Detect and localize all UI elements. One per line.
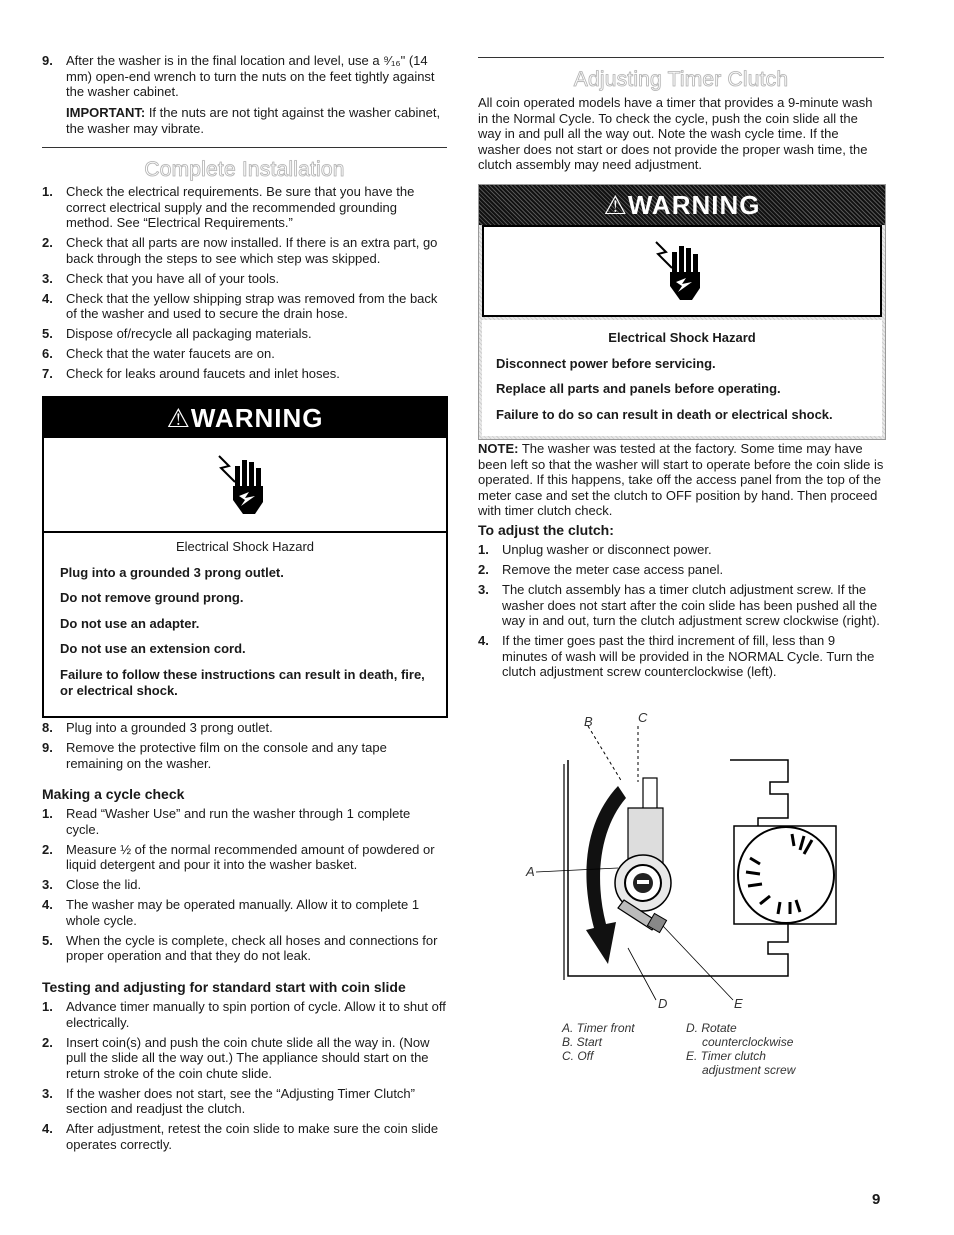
- hazard-title: Electrical Shock Hazard: [608, 330, 756, 345]
- diagram-label-a: A: [526, 864, 535, 879]
- electric-shock-hand-icon: [215, 452, 275, 518]
- warning-text: [482, 320, 882, 436]
- diagram-label-b: B: [584, 714, 593, 729]
- complete-installation-steps: [42, 184, 447, 386]
- list-item: 3. The clutch assembly has a timer clutch adjustment screw. If the washer does not start after the coin slide has been pushed all the way in and out, turn the clutch adjustment screw clockwise (right).: [478, 581, 880, 629]
- warning-lines: [60, 565, 430, 699]
- list-item: 9. Remove the protective film on the console and any tape remaining on the washer.: [42, 739, 387, 771]
- cycle-check-steps: [42, 806, 447, 968]
- list-item: 2. Insert coin(s) and push the coin chute slide all the way in. (Now pull the slide all the way out.) The appliance should start on the return stroke of the coin chute slide.: [42, 1034, 430, 1081]
- adjust-clutch-steps: [478, 542, 884, 684]
- warning-icon-area: [482, 225, 882, 317]
- list-item: 5. Dispose of/recycle all packaging materials.: [42, 326, 312, 342]
- warning-line: Do not remove ground prong.: [60, 590, 244, 606]
- warning-lines: [496, 356, 868, 423]
- diagram-caption-left: A. Timer front B. Start C. Off: [562, 1021, 635, 1063]
- warning-header: ⚠WARNING: [44, 398, 446, 438]
- list-item: 6. Check that the water faucets are on.: [42, 346, 275, 362]
- list-item: 8. Plug into a grounded 3 prong outlet.: [42, 720, 273, 735]
- list-item: 4. Check that the yellow shipping strap was removed from the back of the washer and used to secure the drain hose.: [42, 290, 438, 322]
- diagram-label-c: C: [638, 710, 648, 725]
- list-item: 1. Unplug washer or disconnect power.: [478, 542, 712, 557]
- warning-line: Failure to follow these instructions can result in death, fire, or electrical shock.: [60, 666, 425, 698]
- hazard-title: Electrical Shock Hazard: [176, 539, 314, 554]
- install-step-9: [42, 53, 447, 104]
- diagram-caption-right: D. Rotate counterclockwise E. Timer clutch adjustment screw: [686, 1021, 796, 1077]
- warning-line: Do not use an extension cord.: [60, 641, 246, 657]
- warning-box-ground: [42, 396, 448, 718]
- timer-clutch-diagram: [478, 708, 884, 1008]
- list-item: 3. Check that you have all of your tools.: [42, 270, 280, 286]
- note-paragraph: NOTE: The washer was tested at the factory. Some time may have been left so that the washer will start to operate before the coin slide is operated. If this happens, take off the access panel from the top of the meter case and set the clutch to OFF position by hand. Then proceed with timer clutch check.: [478, 441, 884, 519]
- list-item: 1. Read “Washer Use” and run the washer through 1 complete cycle.: [42, 806, 411, 837]
- warning-text: [44, 533, 446, 716]
- list-item: 2. Check that all parts are now installed. If there is an extra part, go back through the steps to see which step was skipped.: [42, 235, 438, 266]
- warning-icon-area: [44, 438, 446, 533]
- list-item: 3. If the washer does not start, see the “Adjusting Timer Clutch” section and readjust the clutch.: [42, 1085, 415, 1117]
- adjust-clutch-title: To adjust the clutch:: [478, 522, 614, 538]
- adjusting-timer-clutch-title: Adjusting Timer Clutch: [573, 68, 789, 91]
- list-item: 2. Measure ½ of the normal recommended amount of powdered or liquid detergent and pour it into the washer basket.: [42, 841, 435, 873]
- warning-box-service: [478, 184, 886, 440]
- diagram-label-e: E: [734, 996, 743, 1008]
- diagram-label-d: D: [658, 996, 668, 1008]
- section-divider: [42, 147, 447, 148]
- list-item: 1. Advance timer manually to spin portion of cycle. Allow it to shut off electrically.: [42, 999, 446, 1030]
- warning-line: Do not use an adapter.: [60, 615, 200, 631]
- testing-steps: [42, 999, 447, 1157]
- list-item: 4. After adjustment, retest the coin slide to make sure the coin slide operates correctly.: [42, 1121, 439, 1152]
- testing-title: Testing and adjusting for standard start with coin slide: [42, 979, 406, 995]
- page-number: 9: [872, 1191, 881, 1208]
- install-steps-8-9: [42, 720, 447, 776]
- warning-line: Plug into a grounded 3 prong outlet.: [60, 564, 284, 580]
- warning-line: Disconnect power before servicing.: [496, 355, 716, 371]
- warning-line: Failure to do so can result in death or electrical shock.: [496, 406, 833, 422]
- list-item: 5. When the cycle is complete, check all hoses and connections for proper operation and that they do not leak.: [42, 932, 438, 964]
- intro-paragraph: All coin operated models have a timer that provides a 9-minute wash in the Normal Cycle. To check the cycle, push the coin slide all the way in and pull all the way out. Note the wash cycle time. If the washer does not start or does not provide the proper wash time, the clutch assembly may need adjustment.: [478, 95, 873, 173]
- list-item: 2. Remove the meter case access panel.: [478, 561, 724, 577]
- list-item: 1. Check the electrical requirements. Be sure that you have the correct electrical supply and the recommended grounding method. See “Electrical Requirements.”: [42, 184, 415, 231]
- list-item: 9. After the washer is in the final location and level, use a ⁹⁄₁₆" (14 mm) open-end wrench to turn the nuts on the feet tightly against the washer cabinet.: [42, 53, 435, 100]
- cycle-check-title: Making a cycle check: [42, 786, 185, 802]
- warning-header: ⚠WARNING: [479, 185, 885, 225]
- electric-shock-hand-icon: [652, 238, 712, 304]
- warning-line: Replace all parts and panels before operating.: [496, 381, 781, 397]
- list-item: 4. The washer may be operated manually. Allow it to complete 1 whole cycle.: [42, 897, 420, 928]
- important-note: IMPORTANT: If the nuts are not tight against the washer cabinet, the washer may vibrate.: [66, 105, 441, 136]
- section-divider: [478, 57, 884, 58]
- complete-installation-title: Complete Installation: [144, 158, 345, 181]
- list-item: 7. Check for leaks around faucets and inlet hoses.: [42, 366, 340, 382]
- list-item: 4. If the timer goes past the third increment of fill, less than 9 minutes of wash will be provided in the NORMAL Cycle. Turn the clutch adjustment screw counterclockwise (left).: [478, 633, 875, 680]
- list-item: 3. Close the lid.: [42, 877, 142, 893]
